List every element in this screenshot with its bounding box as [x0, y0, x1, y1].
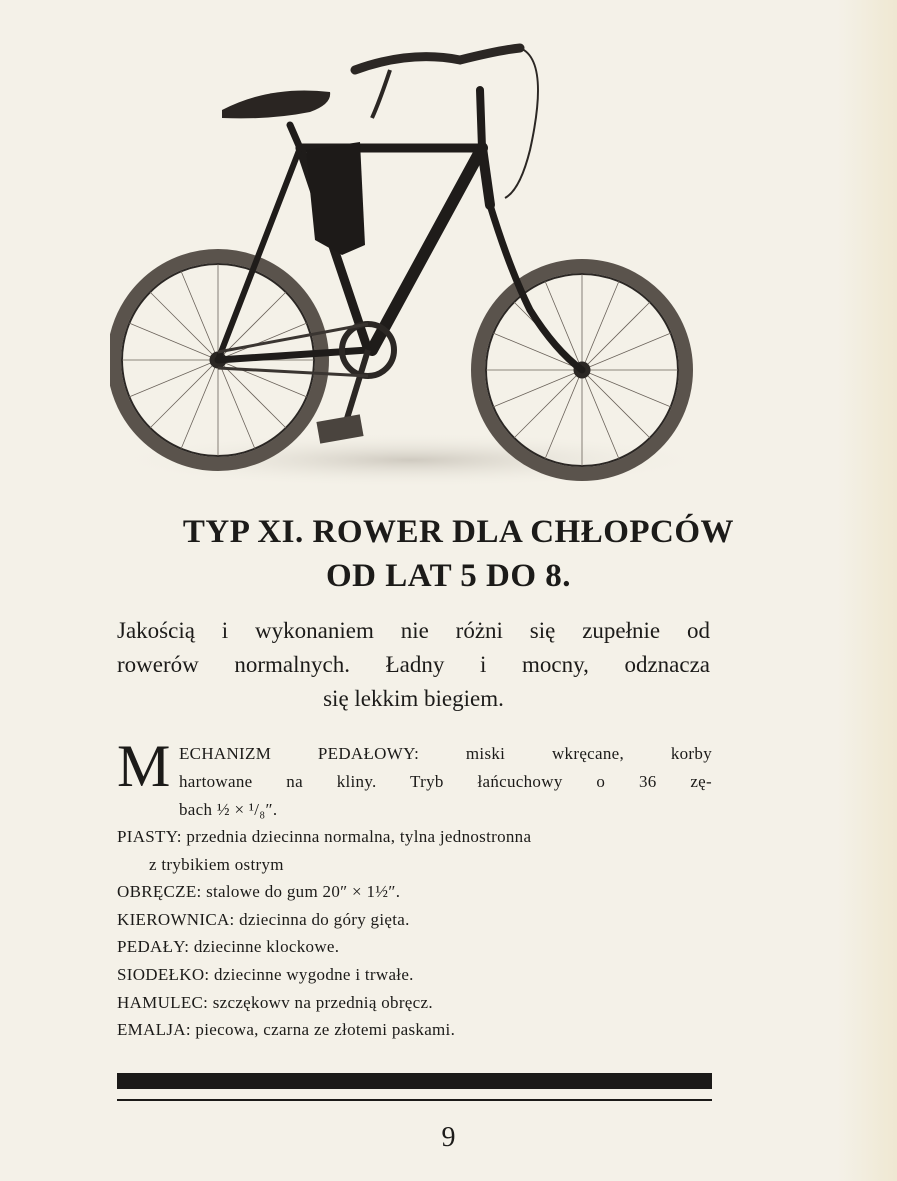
spec-mechanizm-line-3: bach ½ × ¹/₈″.	[179, 800, 278, 819]
bicycle-icon	[110, 30, 710, 500]
page-number: 9	[441, 1122, 456, 1153]
specifications-list	[117, 733, 712, 1044]
page-title	[0, 510, 897, 598]
spec-kierownica: KIEROWNICA: dziecinna do góry gięta.	[117, 909, 410, 929]
drop-cap: M	[117, 733, 171, 799]
thick-divider	[117, 1073, 712, 1089]
spec-piasty-line-2: z trybikiem ostrym	[149, 854, 284, 874]
title-line-2: OD LAT 5 DO 8.	[325, 558, 572, 594]
intro-line-1: Jakością i wykonaniem nie różni się zupełnie od	[117, 618, 710, 643]
intro-line-2: rowerów normalnych. Ładny i mocny, odznacza	[117, 652, 710, 677]
spec-piasty-line-1: PIASTY: przednia dziecinna normalna, tylna jednostronna	[117, 827, 532, 846]
title-line-1: TYP XI. ROWER DLA CHŁOPCÓW	[182, 514, 735, 550]
spec-piasty	[117, 823, 712, 878]
frame	[218, 90, 582, 370]
intro-paragraph	[117, 614, 710, 716]
spec-mechanizm-line-1: ECHANIZM PEDAŁOWY: miski wkręcane, korby	[179, 744, 712, 763]
spec-mechanizm	[117, 733, 712, 823]
thin-divider	[117, 1099, 712, 1101]
spec-hamulec: HAMULEC: szczękowv na przednią obręcz.	[117, 992, 433, 1012]
spec-obrecze: OBRĘCZE: stalowe do gum 20″ × 1½″.	[117, 882, 401, 902]
spec-emalja: EMALJA: piecowa, czarna ze złotemi paskami.	[117, 1020, 456, 1040]
intro-line-3: się lekkim biegiem.	[323, 686, 504, 711]
spec-pedaly: PEDAŁY: dziecinne klockowe.	[117, 937, 340, 957]
bicycle-photo	[110, 30, 710, 500]
spec-mechanizm-line-2: hartowane na kliny. Tryb łańcuchowy o 36 zę-	[179, 772, 712, 791]
spec-siodelko: SIODEŁKO: dziecinne wygodne i trwałe.	[117, 964, 414, 984]
